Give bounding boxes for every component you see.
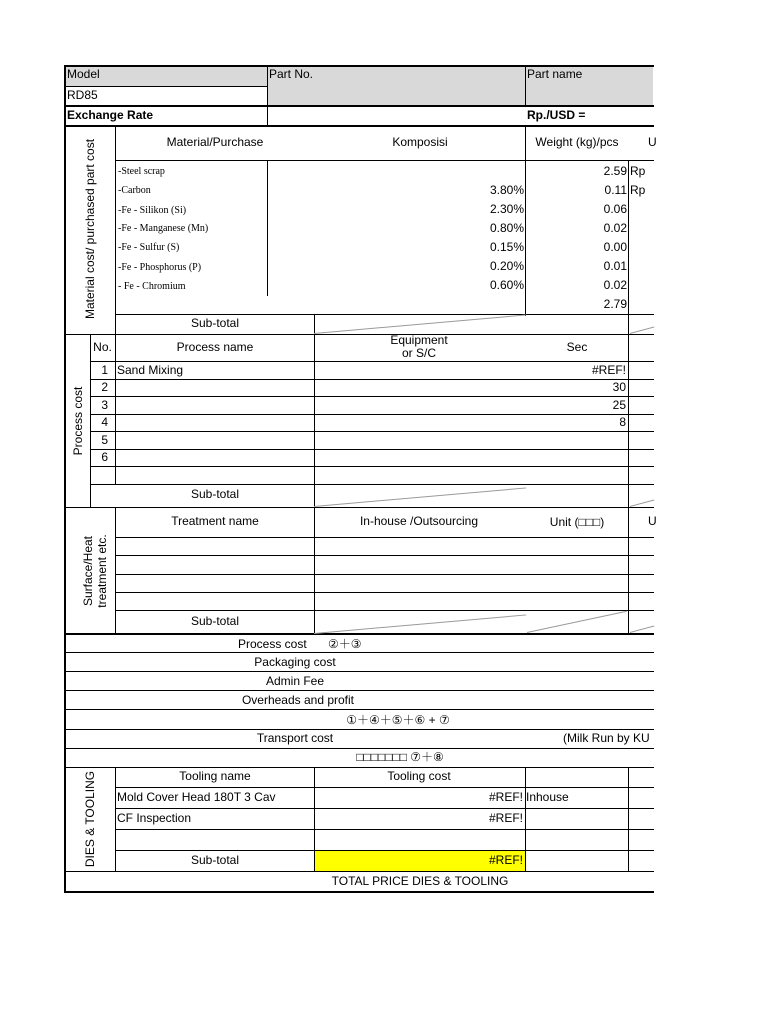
material-row-komposisi: 2.30% xyxy=(489,202,524,216)
tooling-row-name: CF Inspection xyxy=(117,811,192,825)
material-row-weight: 0.01 xyxy=(603,259,627,273)
col-surface-fragment: U xyxy=(648,514,657,528)
tooling-row-cost: #REF! xyxy=(488,790,523,804)
material-section-label: Material cost/ purchased part cost xyxy=(83,138,97,320)
summary-admin: Admin Fee xyxy=(265,674,325,688)
col-sec: Sec xyxy=(566,340,588,354)
surface-subtotal-label: Sub-total xyxy=(190,614,240,628)
summary-transport: Transport cost xyxy=(256,731,334,745)
process-row-sec: 25 xyxy=(612,398,626,412)
material-row-komposisi: 3.80% xyxy=(489,183,524,197)
material-row-weight: 0.00 xyxy=(603,240,627,254)
process-row-sec: 30 xyxy=(612,380,626,394)
material-row-name: -Carbon xyxy=(118,185,151,196)
material-row-name: -Steel scrap xyxy=(118,166,165,177)
process-row-no: 5 xyxy=(101,433,108,447)
material-row-weight: 2.59 xyxy=(603,164,627,178)
model-value: RD85 xyxy=(67,88,98,102)
col-komposisi: Komposisi xyxy=(392,135,448,149)
process-row-no: 6 xyxy=(101,450,108,464)
tooling-subtotal-value: #REF! xyxy=(488,853,523,867)
col-material: Material/Purchase xyxy=(166,135,264,149)
col-inhouse: In-house /Outsourcing xyxy=(359,514,479,528)
tooling-subtotal-label: Sub-total xyxy=(190,853,240,867)
rp-usd-label: Rp./USD = xyxy=(527,108,586,122)
tooling-total-label: TOTAL PRICE DIES & TOOLING xyxy=(331,874,509,888)
summary-formula-total: ①＋④＋⑤＋⑥ + ⑦ xyxy=(346,713,450,727)
part-name-label: Part name xyxy=(527,67,583,81)
material-row-weight: 0.02 xyxy=(603,221,627,235)
material-row-weight: 0.11 xyxy=(604,183,627,197)
process-row-name: Sand Mixing xyxy=(117,363,184,377)
col-equipment: Equipment or S/C xyxy=(390,333,448,360)
tooling-section-label: DIES & TOOLING xyxy=(83,770,97,868)
surface-section-label-1: Surface/Heat xyxy=(81,535,95,607)
process-row-sec: 8 xyxy=(619,415,626,429)
material-row-komposisi: 0.60% xyxy=(489,278,524,292)
tooling-row-cost: #REF! xyxy=(488,811,523,825)
exchange-rate-label: Exchange Rate xyxy=(67,108,154,122)
material-row-name: - Fe - Chromium xyxy=(118,281,186,292)
col-unit-fragment: U xyxy=(648,135,657,149)
col-tooling-name: Tooling name xyxy=(179,769,251,783)
material-row-weight: 0.02 xyxy=(603,278,627,292)
col-no: No. xyxy=(93,340,112,354)
material-row-name: -Fe - Phosphorus (P) xyxy=(118,262,202,273)
col-tooling-cost: Tooling cost xyxy=(387,769,451,783)
material-row-unit: Rp xyxy=(630,183,646,197)
material-row-weight: 0.06 xyxy=(603,202,627,216)
tooling-row-source: Inhouse xyxy=(526,790,569,804)
process-row-no: 4 xyxy=(101,415,108,429)
summary-milk-run: (Milk Run by KU xyxy=(563,731,650,745)
summary-final-formula: □□□□□□□ ⑦＋⑧ xyxy=(356,750,444,764)
material-row-komposisi: 0.20% xyxy=(489,259,524,273)
material-row-name: -Fe - Silikon (Si) xyxy=(118,205,187,216)
col-unit: Unit (□□□) xyxy=(549,515,605,529)
surface-section-label-2: treatment etc. xyxy=(95,534,109,608)
summary-packaging: Packaging cost xyxy=(254,655,336,669)
material-row-komposisi: 0.15% xyxy=(489,240,524,254)
process-row-no: 3 xyxy=(101,398,108,412)
tooling-row-name: Mold Cover Head 180T 3 Cav xyxy=(117,790,276,804)
process-row-no: 1 xyxy=(101,363,108,377)
material-total-weight: 2.79 xyxy=(603,297,627,311)
process-row-no: 2 xyxy=(101,380,108,394)
col-process-name: Process name xyxy=(176,340,254,354)
process-row-sec: #REF! xyxy=(591,363,626,377)
process-subtotal-label: Sub-total xyxy=(190,487,240,501)
summary-process-cost: Process cost xyxy=(238,637,307,651)
material-row-name: -Fe - Sulfur (S) xyxy=(118,242,180,253)
part-no-label: Part No. xyxy=(269,67,314,81)
summary-overheads: Overheads and profit xyxy=(241,693,355,707)
col-treatment: Treatment name xyxy=(171,514,259,528)
material-row-name: -Fe - Manganese (Mn) xyxy=(118,223,209,234)
process-section-label: Process cost xyxy=(71,386,85,456)
model-label: Model xyxy=(67,67,100,81)
col-weight: Weight (kg)/pcs xyxy=(535,135,619,149)
material-row-komposisi: 0.80% xyxy=(489,221,524,235)
material-subtotal-label: Sub-total xyxy=(190,316,240,330)
material-row-unit: Rp xyxy=(630,164,646,178)
summary-process-formula: ②＋③ xyxy=(328,637,362,651)
